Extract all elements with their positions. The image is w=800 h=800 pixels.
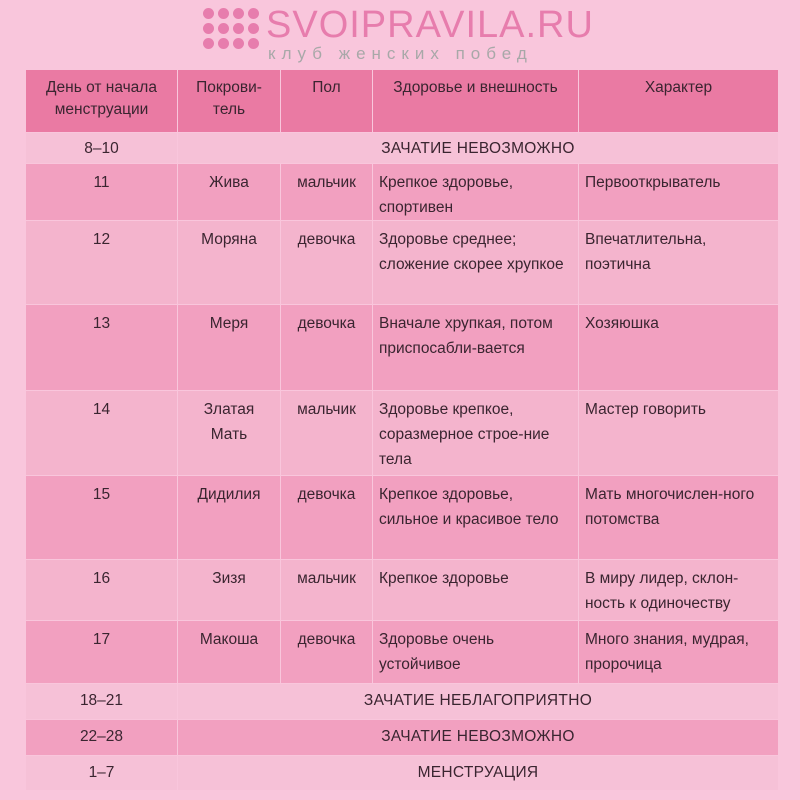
health-cell: Здоровье среднее; сложение скорее хрупкое [373, 221, 579, 305]
character-cell: Мать многочислен-ного потомства [579, 476, 779, 560]
sex-cell: девочка [281, 221, 373, 305]
character-cell: Первооткрыватель [579, 164, 779, 221]
table-header-row [26, 70, 779, 133]
sex-cell: мальчик [281, 164, 373, 221]
sex-cell: девочка [281, 305, 373, 391]
table-row [26, 756, 779, 791]
table-row [26, 133, 779, 164]
day-cell: 14 [26, 391, 178, 476]
header-patron: Покрови-тель [178, 70, 281, 133]
table-row [26, 391, 779, 476]
character-cell: В миру лидер, склон-ность к одиночеству [579, 560, 779, 621]
day-cell: 1–7 [26, 756, 178, 791]
span-text: ЗАЧАТИЕ НЕБЛАГОПРИЯТНО [178, 684, 779, 720]
site-logo [0, 0, 800, 68]
logo-dots-icon [203, 8, 259, 64]
health-cell: Крепкое здоровье, спортивен [373, 164, 579, 221]
patron-cell: Макоша [178, 621, 281, 684]
day-cell: 22–28 [26, 720, 178, 756]
character-cell: Впечатлительна, поэтична [579, 221, 779, 305]
day-cell: 17 [26, 621, 178, 684]
span-text: ЗАЧАТИЕ НЕВОЗМОЖНО [178, 720, 779, 756]
health-cell: Здоровье очень устойчивое [373, 621, 579, 684]
header-character: Характер [579, 70, 779, 133]
day-cell: 8–10 [26, 133, 178, 164]
day-cell: 16 [26, 560, 178, 621]
conception-calendar-table [25, 69, 779, 791]
logo-subtitle: клуб женских побед [268, 44, 533, 63]
table-row [26, 164, 779, 221]
logo-title: SVOIPRAVILA.RU [266, 4, 594, 46]
sex-cell: мальчик [281, 391, 373, 476]
table-row [26, 720, 779, 756]
sex-cell: девочка [281, 621, 373, 684]
patron-cell: Златая Мать [178, 391, 281, 476]
patron-cell: Дидилия [178, 476, 281, 560]
health-cell: Вначале хрупкая, потом приспосабли-вается [373, 305, 579, 391]
table-row [26, 560, 779, 621]
day-cell: 15 [26, 476, 178, 560]
sex-cell: мальчик [281, 560, 373, 621]
patron-cell: Жива [178, 164, 281, 221]
health-cell: Здоровье крепкое, соразмерное строе-ние тела [373, 391, 579, 476]
patron-cell: Моряна [178, 221, 281, 305]
table-row [26, 305, 779, 391]
header-sex: Пол [281, 70, 373, 133]
health-cell: Крепкое здоровье, сильное и красивое тело [373, 476, 579, 560]
day-cell: 13 [26, 305, 178, 391]
header-health: Здоровье и внешность [373, 70, 579, 133]
day-cell: 12 [26, 221, 178, 305]
character-cell: Хозяюшка [579, 305, 779, 391]
span-text: МЕНСТРУАЦИЯ [178, 756, 779, 791]
table-row [26, 621, 779, 684]
patron-cell: Зизя [178, 560, 281, 621]
health-cell: Крепкое здоровье [373, 560, 579, 621]
header-day: День от начала менструации [26, 70, 178, 133]
span-text: ЗАЧАТИЕ НЕВОЗМОЖНО [178, 133, 779, 164]
table-row [26, 684, 779, 720]
day-cell: 18–21 [26, 684, 178, 720]
character-cell: Много знания, мудрая, пророчица [579, 621, 779, 684]
day-cell: 11 [26, 164, 178, 221]
character-cell: Мастер говорить [579, 391, 779, 476]
table-row [26, 221, 779, 305]
sex-cell: девочка [281, 476, 373, 560]
patron-cell: Меря [178, 305, 281, 391]
table-row [26, 476, 779, 560]
